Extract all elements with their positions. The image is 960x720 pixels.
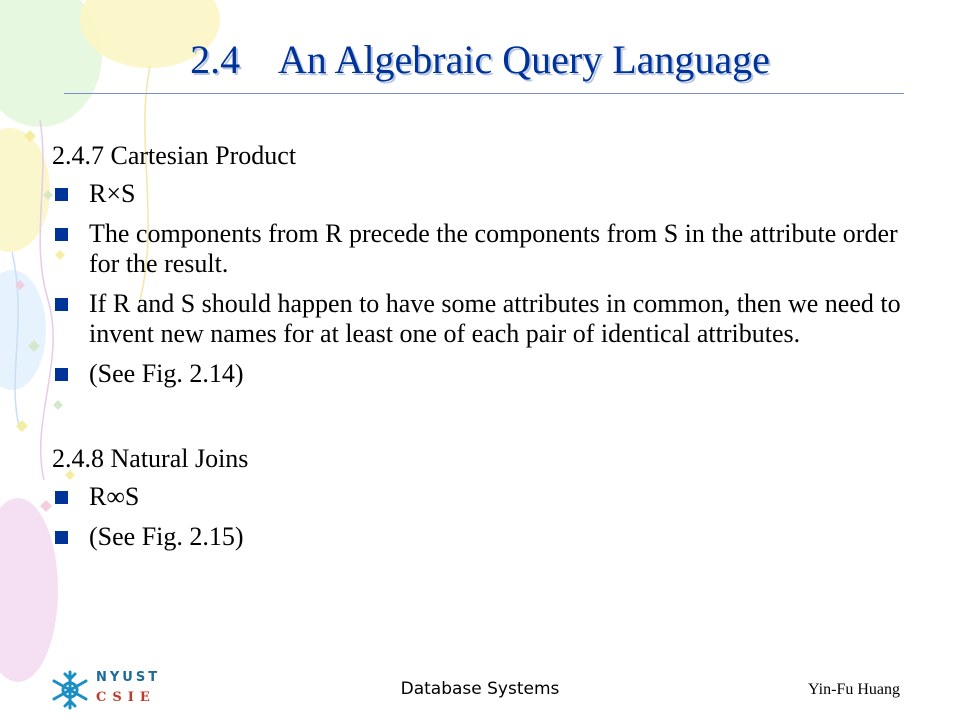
bullet-text: R∞S xyxy=(89,482,140,511)
bullet-item xyxy=(52,359,912,389)
bullet-text: (See Fig. 2.14) xyxy=(89,359,244,388)
natural-joins-bullets xyxy=(52,482,912,552)
bullet-text: R×S xyxy=(89,179,136,208)
bullet-text: If R and S should happen to have some attributes in common, then we need to invent new names for at least one of each pair of identical attributes. xyxy=(89,289,901,348)
section-heading-cartesian-product: 2.4.7 Cartesian Product xyxy=(52,141,297,170)
title-divider xyxy=(64,93,904,94)
slide-title: 2.4 An Algebraic Query Language xyxy=(190,37,770,82)
slide-content xyxy=(52,136,912,562)
square-bullet-icon xyxy=(55,298,68,311)
square-bullet-icon xyxy=(55,188,68,201)
cartesian-product-bullets xyxy=(52,179,912,389)
square-bullet-icon xyxy=(55,531,68,544)
footer-course-title: Database Systems xyxy=(400,679,560,699)
footer-author: Yin-Fu Huang xyxy=(808,681,900,698)
bullet-text: (See Fig. 2.15) xyxy=(89,522,244,551)
logo-text-top: NYUST xyxy=(96,670,161,685)
logo-text-bottom: CSIE xyxy=(96,690,156,705)
square-bullet-icon xyxy=(55,368,68,381)
bullet-text: The components from R precede the components from S in the attribute order for the result. xyxy=(89,219,898,278)
bullet-item xyxy=(52,482,912,512)
bullet-item xyxy=(52,289,912,349)
bullet-item xyxy=(52,522,912,552)
bullet-item xyxy=(52,179,912,209)
square-bullet-icon xyxy=(55,491,68,504)
square-bullet-icon xyxy=(55,228,68,241)
section-heading-natural-joins: 2.4.8 Natural Joins xyxy=(52,444,249,473)
bullet-item xyxy=(52,219,912,279)
section-spacer xyxy=(52,399,912,439)
